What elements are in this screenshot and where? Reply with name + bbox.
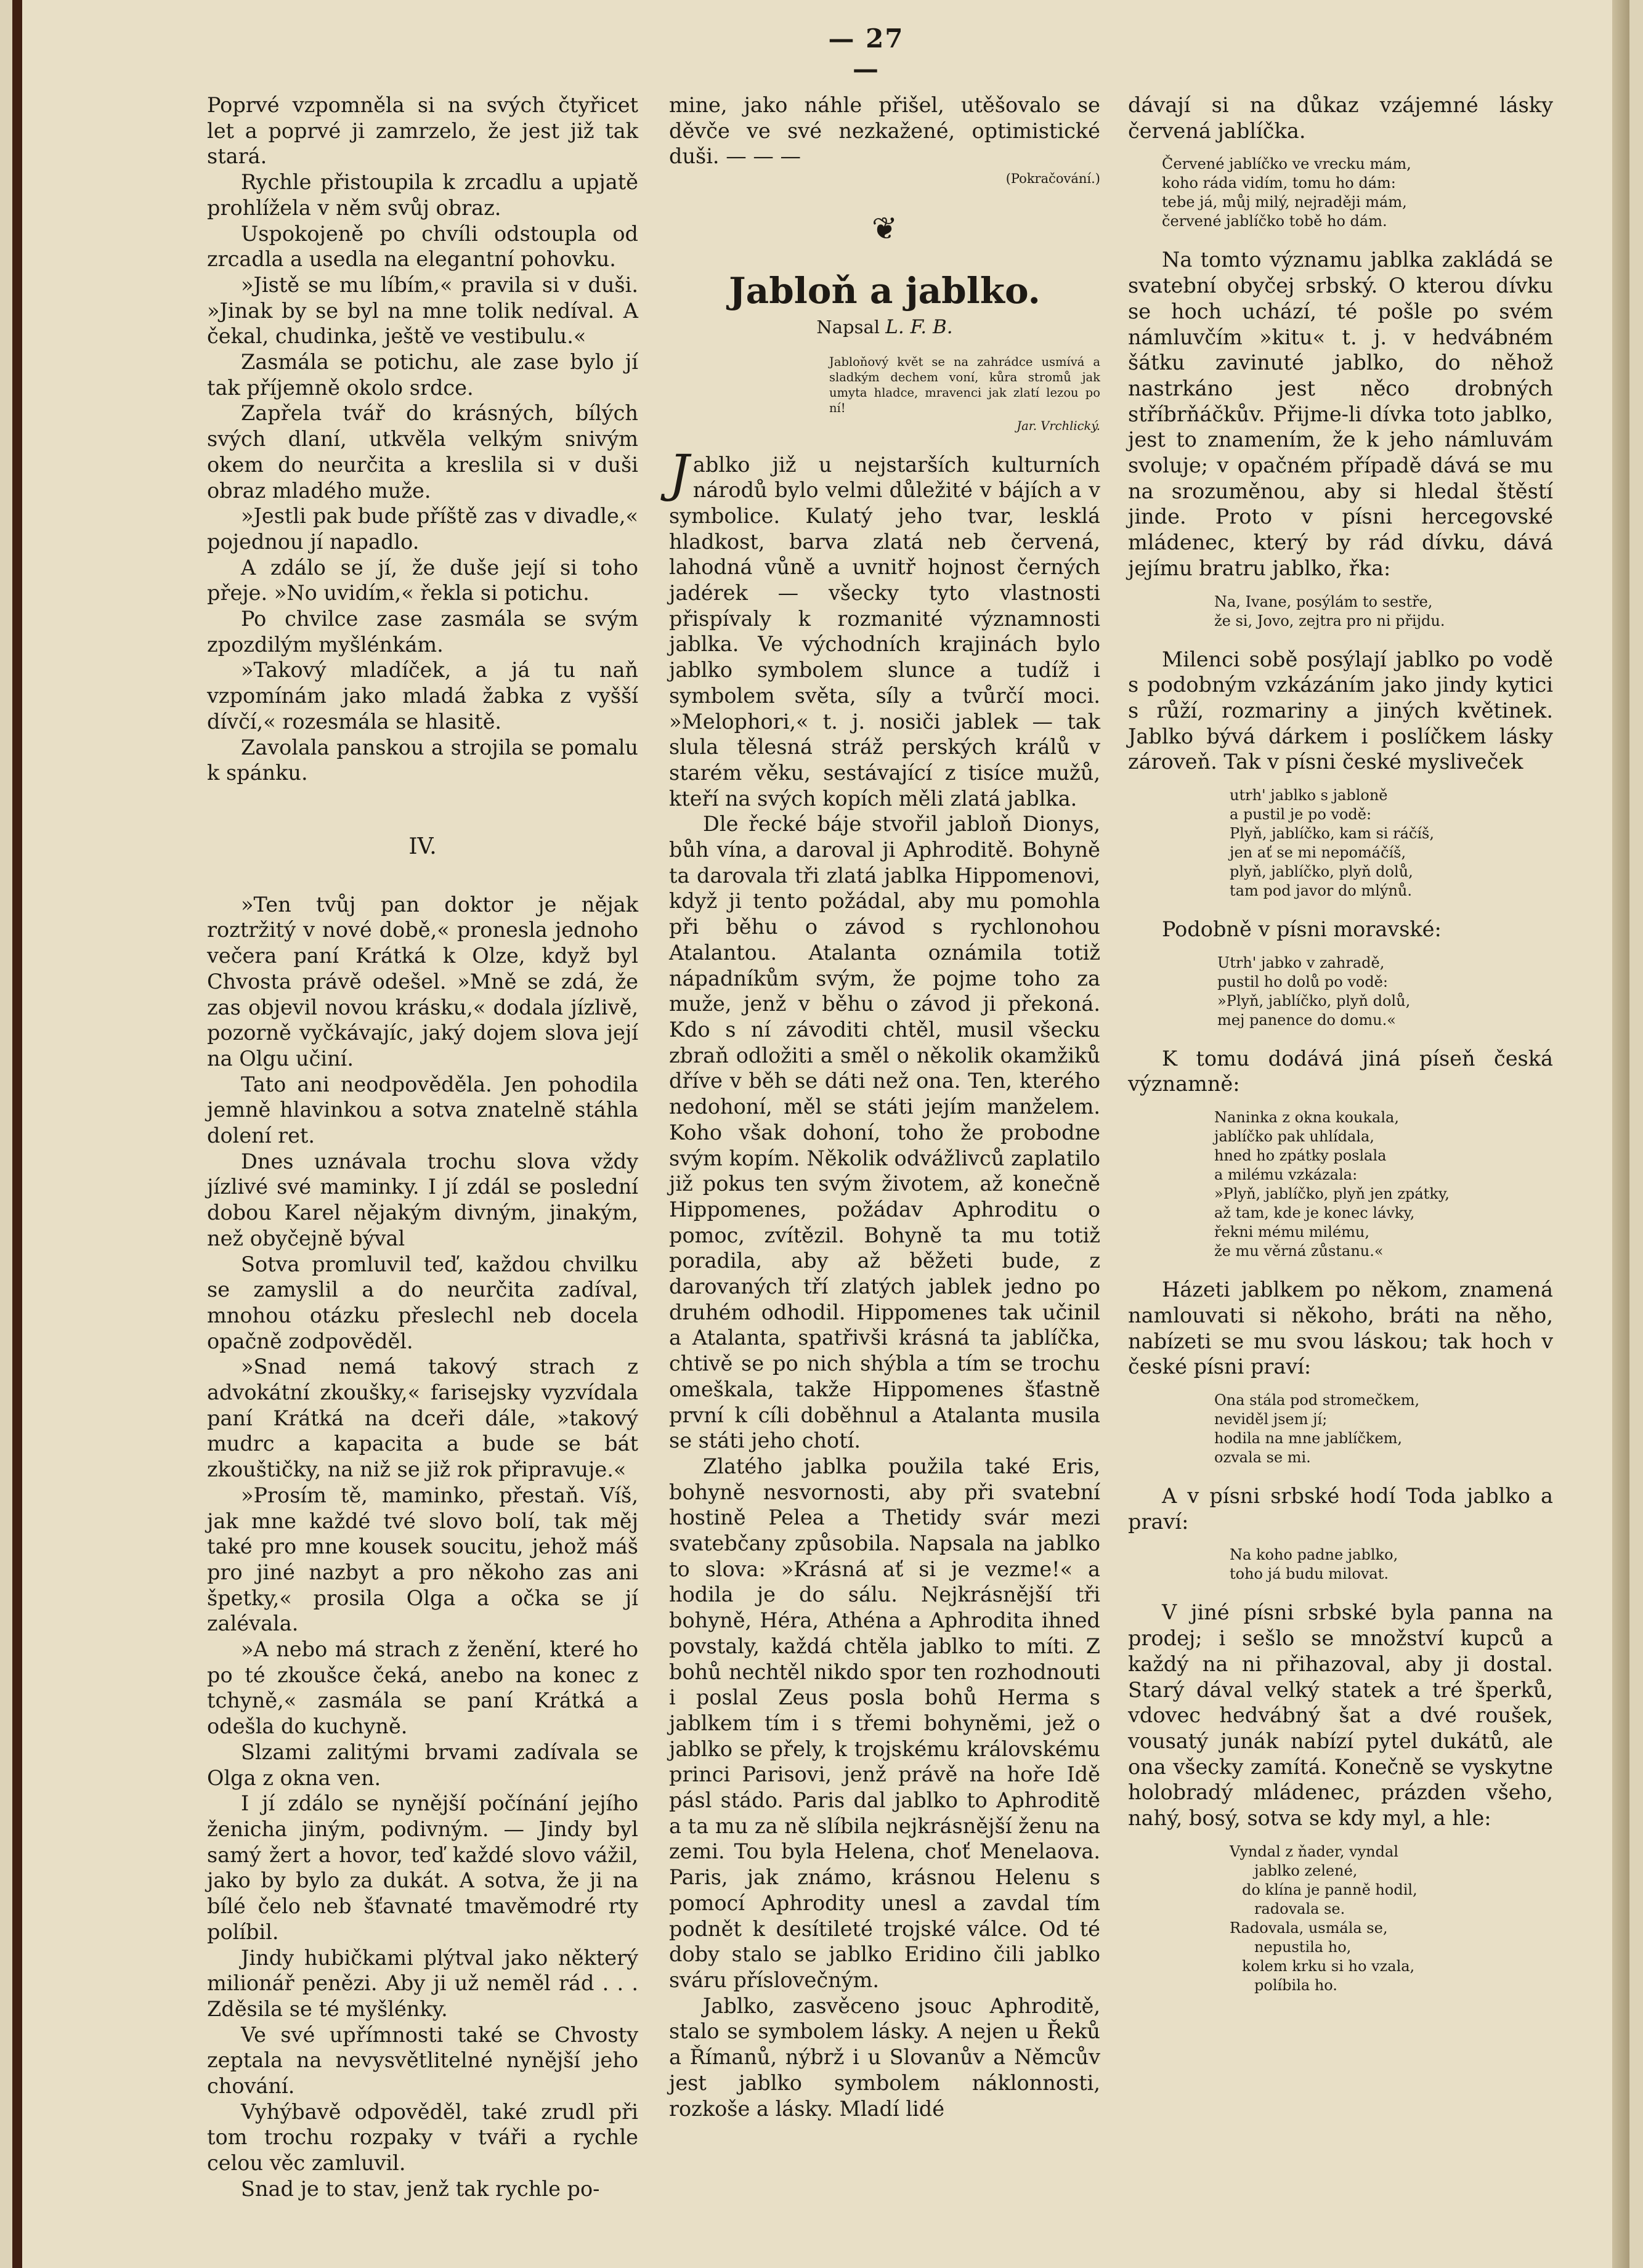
paragraph: Podobně v písni moravské: [1162, 917, 1442, 942]
verse [1128, 954, 1553, 1030]
ornament-icon: ❦ [872, 211, 898, 247]
byline-author: L. F. B. [885, 315, 953, 338]
page-number: — 27 — [828, 23, 904, 84]
paragraph: Házeti jablkem po někom, znamená namlouvati si někoho, bráti na něho, nabízeti se mu svou láskou; tak hoch v české písni praví: [1128, 1278, 1553, 1379]
verse-line: Utrh' jabko v zahradě, [1217, 954, 1385, 971]
verse-line: nepustila ho, [1254, 1938, 1352, 1956]
first-paragraph-text: ablko již u nejstarších kulturních národů bylo velmi důležité v bájích a v symbolice. Kulatý jeho tvar, lesklá hladkost, barva zlatá neb červená, lahodná vůně a uvnitř hojnost černých jadérek — všecky tyto vlastnosti přispívaly k rozmanité významnosti jablka. Ve východních krajinách bylo jablko symbolem slunce a tudíž i symbolem světa, síly a tvůrčí moci. »Melophori,« t. j. nosiči jablek — tak slula tělesná stráž perských králů v starém věku, sestávající z tisíce mužů, kteří na svých kopích měli zlatá jablka. [669, 452, 1100, 811]
paragraph: Vyhýbavě odpověděl, také zrudl při tom trochu rozpaky v tváři a rychle celou věc zamluvil. [207, 2099, 638, 2176]
verse-line: do klína je panně hodil, [1242, 1881, 1418, 1898]
verse-line: neviděl jsem jí; [1214, 1410, 1328, 1428]
paragraph: Zavolala panskou a strojila se pomalu k spánku. [207, 735, 638, 785]
verse-line: utrh' jablko s jabloně [1230, 787, 1388, 804]
verse-line: Na koho padne jablko, [1230, 1546, 1398, 1564]
epigraph [829, 354, 1100, 434]
verse-line: hned ho zpátky poslala [1214, 1147, 1387, 1165]
page [12, 0, 1629, 2268]
paragraph: Jablko, zasvěceno jsouc Aphroditě, stalo se symbolem lásky. A nejen u Řeků a Římanů, nýbrž i u Slovanův a Němcův jest jablko symbolem náklonnosti, rozkoše a lásky. Mladí lidé [669, 1993, 1100, 2121]
paragraph: Uspokojeně po chvíli odstoupla od zrcadla a usedla na elegantní pohovku. [207, 221, 638, 272]
column-middle [669, 92, 1100, 2121]
paragraph: A v písni srbské hodí Toda jablko a praví: [1128, 1483, 1553, 1534]
verse-line: a pustil je po vodě: [1230, 806, 1372, 824]
verse-line: políbila ho. [1254, 1976, 1337, 1994]
verse-line: pustil ho dolů po vodě: [1217, 973, 1388, 990]
verse-line: červené jablíčko tobě ho dám. [1162, 213, 1387, 230]
byline [669, 315, 1100, 341]
verse-line: Červené jablíčko ve vrecku mám, [1162, 155, 1411, 173]
paragraph: Sotva promluvil teď, každou chvilku se zamyslil a do neurčita zadíval, mnohou otázku přeslechl neb docela opačně zodpověděl. [207, 1252, 638, 1353]
verse-line: »Plyň, jablíčko, plyň dolů, [1217, 992, 1411, 1010]
paragraph: I jí zdálo se nynější počínání jejího ženicha jiným, podivným. — Jindy byl samý žert a hovor, teď každé slovo vážil, jako by bylo za dukát. A sotva, že ji na bílé čelo neb šťavnaté tmavěmodré rty políbil. [207, 1791, 638, 1944]
paragraph: Rychle přistoupila k zrcadlu a upjatě prohlížela v něm svůj obraz. [207, 170, 638, 220]
verse-line: tam pod javor do mlýnů. [1230, 882, 1412, 900]
verse [1128, 1842, 1553, 1995]
paragraph: Slzami zalitými brvami zadívala se Olga z okna ven. [207, 1739, 638, 1790]
paragraph: V jiné písni srbské byla panna na prodej; i sešlo se množství kupců a každý na ni přihazoval, aby ji dostal. Starý dával velký statek a tré šperků, vdovec hedvábný šat a dvé roušek, vousatý junák nabízí pytel dukátů, ale ona všecky zamítá. Konečně se vyskytne holobradý mládenec, prázden všeho, nahý, bosý, sotva se kdy myl, a hle: [1128, 1600, 1553, 1831]
paragraph: A zdálo se jí, že duše její si toho přeje. »No uvidím,« řekla si potichu. [207, 555, 638, 605]
verse-line: Plyň, jablíčko, kam si ráčíš, [1230, 825, 1434, 843]
verse-line: řekni mému milému, [1214, 1223, 1369, 1241]
column-left [207, 92, 638, 2202]
byline-prefix: Napsal [816, 316, 880, 338]
story-continuation: mine, jako náhle přišel, utěšovalo se děvče ve své nezkažené, optimistické duši. — — — [669, 93, 1100, 169]
paragraph: Na tomto významu jablka zakládá se svatební obyčej srbský. O kterou dívku se hoch uchází, té pošle po svém námluvčím »kitu« t. j. v hedvábném šátku zavinuté jablko, do něhož nastrkáno jest něco drobných stříbrňáčkův. Přijme-li dívka toto jablko, jest to znamením, že k jeho námluvám svoluje; v opačném případě dává se mu na srozuměnou, aby si hledal štěstí jinde. Proto v písni hercegovské mládenec, který by rád dívku, dává jejímu bratru jablko, řka: [1128, 248, 1553, 580]
verse-line: koho ráda vidím, tomu ho dám: [1162, 174, 1396, 192]
paragraph: Snad je to stav, jenž tak rychle po- [241, 2176, 600, 2201]
paragraph: Dle řecké báje stvořil jabloň Dionys, bůh vína, a daroval ji Aphroditě. Bohyně ta darovala tři zlatá jablka Hippomenovi, když ji tento požádal, aby mu pomohla při běhu o závod s rychlonohou Atalantou. Atalanta oznámila totiž nápadníkům svým, že pojme toho za muže, jenž v běhu o závod ji překoná. Kdo s ní závoditi chtěl, musil všecku zbraň odložiti a směl o několik okamžiků dříve v běh se dáti než ona. Ten, kterého nedohoní, měl se státi jejím manželem. Koho však dohoní, toho že probodne svým kopím. Několik odvážlivců zaplatilo již pokus ten svým životem, až konečně Hippomenes, požádav Aphroditu o pomoc, zvítězil. Bohyně ta mu totiž poradila, aby až běžeti bude, z darovaných tří zlatých jablek jedno po druhém odhodil. Hippomenes tak učinil a Atalanta, spatřivši krásná ta jablíčka, chtivě se po nich shýbla a tím se trochu omeškala, takže Hippomenes šťastně první k cíli doběhnul a Atalanta musila se státi jeho chotí. [669, 812, 1100, 1453]
verse [1128, 1391, 1553, 1467]
verse-line: jablíčko pak uhlídala, [1214, 1128, 1374, 1146]
paragraph: K tomu dodává jiná píseň česká významně: [1128, 1046, 1553, 1096]
verse-line: až tam, kde je konec lávky, [1214, 1204, 1415, 1222]
paragraph: Zasmála se potichu, ale zase bylo jí tak příjemně okolo srdce. [207, 350, 638, 400]
verse-line: že mu věrná zůstanu.« [1214, 1242, 1384, 1260]
paragraph: Ve své upřímnosti také se Chvosty zeptala na nevysvětlitelné nynější jeho chování. [207, 2022, 638, 2099]
paragraph: Jindy hubičkami plýtval jako některý milionář penězi. Aby ji už neměl rád . . . Zděsila se té myšlénky. [207, 1945, 638, 2021]
verse [1128, 1545, 1553, 1584]
paragraph: Tato ani neodpověděla. Jen pohodila jemně hlavinkou a sotva znatelně stáhla dolení ret. [207, 1072, 638, 1148]
verse-line: radovala se. [1254, 1900, 1345, 1918]
verse-line: Vyndal z ňader, vyndal [1230, 1842, 1398, 1860]
verse-line: jen ať se mi nepomáčíš, [1230, 844, 1406, 862]
verse-line: Naninka z okna koukala, [1214, 1109, 1399, 1127]
continued-note: (Pokračování.) [1005, 171, 1100, 187]
paragraph: »Prosím tě, maminko, přestaň. Víš, jak mne každé tvé slovo bolí, tak měj také pro mne kousek soucitu, jehož máš pro jiné nazbyt a pro někoho zas ani špetky,« prosila Olga a očka se jí zalévala. [207, 1483, 638, 1636]
paragraph: »A nebo má strach z ženění, které ho po té zkoušce čeká, anebo na konec z tchyně,« zasmála se paní Krátká a odešla do kuchyně. [207, 1637, 638, 1739]
paragraph: Poprvé vzpomněla si na svých čtyřicet let a poprvé ji zamrzelo, že jest již tak stará. [207, 93, 638, 169]
paragraph: »Ten tvůj pan doktor je nějak roztržitý v nové době,« pronesla jednoho večera paní Krátká k Olze, když byl Chvosta právě odešel. »Mně se zdá, že zas objevil novou krásku,« dodala jízlivě, pozorně vyčkávajíc, jaký dojem slova její na Olgu učiní. [207, 892, 638, 1071]
section-heading: IV. [408, 833, 437, 859]
paragraph [669, 444, 1100, 812]
epigraph-author: Jar. Vrchlický. [1016, 418, 1100, 433]
verse-line: mej panence do domu.« [1217, 1011, 1396, 1029]
paragraph: »Snad nemá takový strach z advokátní zkoušky,« farisejsky vyzvídala paní Krátká na dceři dále, »takový mudrc a kapacita a bude se bát zkouštičky, na niž se již rok připravuje.« [207, 1355, 638, 1482]
verse-line: toho já budu milovat. [1230, 1565, 1389, 1583]
paragraph: Po chvilce zase zasmála se svým zpozdilým myšlénkám. [207, 607, 638, 657]
verse-line: Ona stála pod stromečkem, [1214, 1391, 1420, 1409]
paragraph: dávají si na důkaz vzájemné lásky červená jablíčka. [1128, 93, 1553, 143]
verse-line: Na, Ivane, posýlám to sestře, [1214, 593, 1433, 610]
paragraph: »Jistě se mu líbím,« pravila si v duši. »Jinak by se byl na mne tolik nedíval. A čekal, chudinka, ještě ve vestibulu.« [207, 272, 638, 349]
drop-cap: J [669, 444, 689, 503]
verse-line: tebe já, můj milý, nejraději mám, [1162, 193, 1407, 211]
verse [1128, 593, 1553, 631]
verse [1128, 1108, 1553, 1261]
verse [1128, 786, 1553, 901]
verse-line: plyň, jablíčko, plyň dolů, [1230, 863, 1413, 881]
verse-line: »Plyň, jablíčko, plyň jen zpátky, [1214, 1185, 1450, 1203]
verse-line: kolem krku si ho vzala, [1242, 1957, 1415, 1975]
paragraph: Milenci sobě posýlají jablko po vodě s podobným vzkázáním jako jindy kytici s růží, rozmariny a jiných květinek. Jablko bývá dárkem i poslíčkem lásky zároveň. Tak v písni české mysliveček [1128, 647, 1553, 774]
verse-line: jablko zelené, [1254, 1861, 1358, 1879]
verse-line: hodila na mne jablíčkem, [1214, 1429, 1403, 1447]
article-title: Jabloň a jablko. [729, 269, 1041, 312]
verse [1128, 155, 1553, 231]
paragraph: »Takový mladíček, a já tu naň vzpomínám jako mladá žabka z vyšší dívčí,« rozesmála se hlasitě. [207, 658, 638, 734]
verse-line: ozvala se mi. [1214, 1448, 1311, 1466]
epigraph-text: Jabloňový květ se na zahrádce usmívá a sladkým dechem voní, kůra stromů jak umyta hladce, mravenci jak zlatí lezou po ní! [829, 354, 1100, 415]
verse-line: že si, Jovo, zejtra pro ni přijdu. [1214, 612, 1445, 630]
paragraph: »Jestli pak bude příště zas v divadle,« pojednou jí napadlo. [207, 504, 638, 554]
paragraph: Zlatého jablka použila také Eris, bohyně nesvornosti, aby při svatební hostině Pelea a Thetidy svár mezi svatebčany způsobila. Napsala na jablko to slova: »Krásná ať si je vezme!« a hodila je do sálu. Nejkrásnější tři bohyně, Héra, Athéna a Aphrodita ihned povstaly, každá chtěla jablko to míti. Z bohů nechtěl nikdo spor ten rozhodnouti i poslal Zeus posla bohů Herma s jablkem tím i s třemi bohyněmi, jež o jablko se přely, k trojskému královskému princi Parisovi, jenž právě na hoře Idě pásl stádo. Paris dal jablko to Aphroditě a ta mu za ně slíbila nejkrásnější ženu na zemi. Tou byla Helena, choť Menelaova. Paris, jak známo, krásnou Helenu s pomocí Aphrodity unesl a zavdal tím podnět k desítileté trojské válce. Od té doby stalo se jablko Eridino čili jablko sváru příslovečným. [669, 1454, 1100, 1992]
column-right [1128, 92, 1553, 2011]
paragraph: Zapřela tvář do krásných, bílých svých dlaní, utkvěla velkým snivým okem do neurčita a kreslila si v duši obraz mladého muže. [207, 401, 638, 503]
verse-line: Radovala, usmála se, [1230, 1919, 1388, 1937]
verse-line: a milému vzkázala: [1214, 1166, 1358, 1184]
paragraph: Dnes uznávala trochu slova vždy jízlivé své maminky. I jí zdál se poslední dobou Karel nějakým divným, jinakým, než obyčejně býval [207, 1149, 638, 1250]
page-edge [1612, 0, 1629, 2268]
